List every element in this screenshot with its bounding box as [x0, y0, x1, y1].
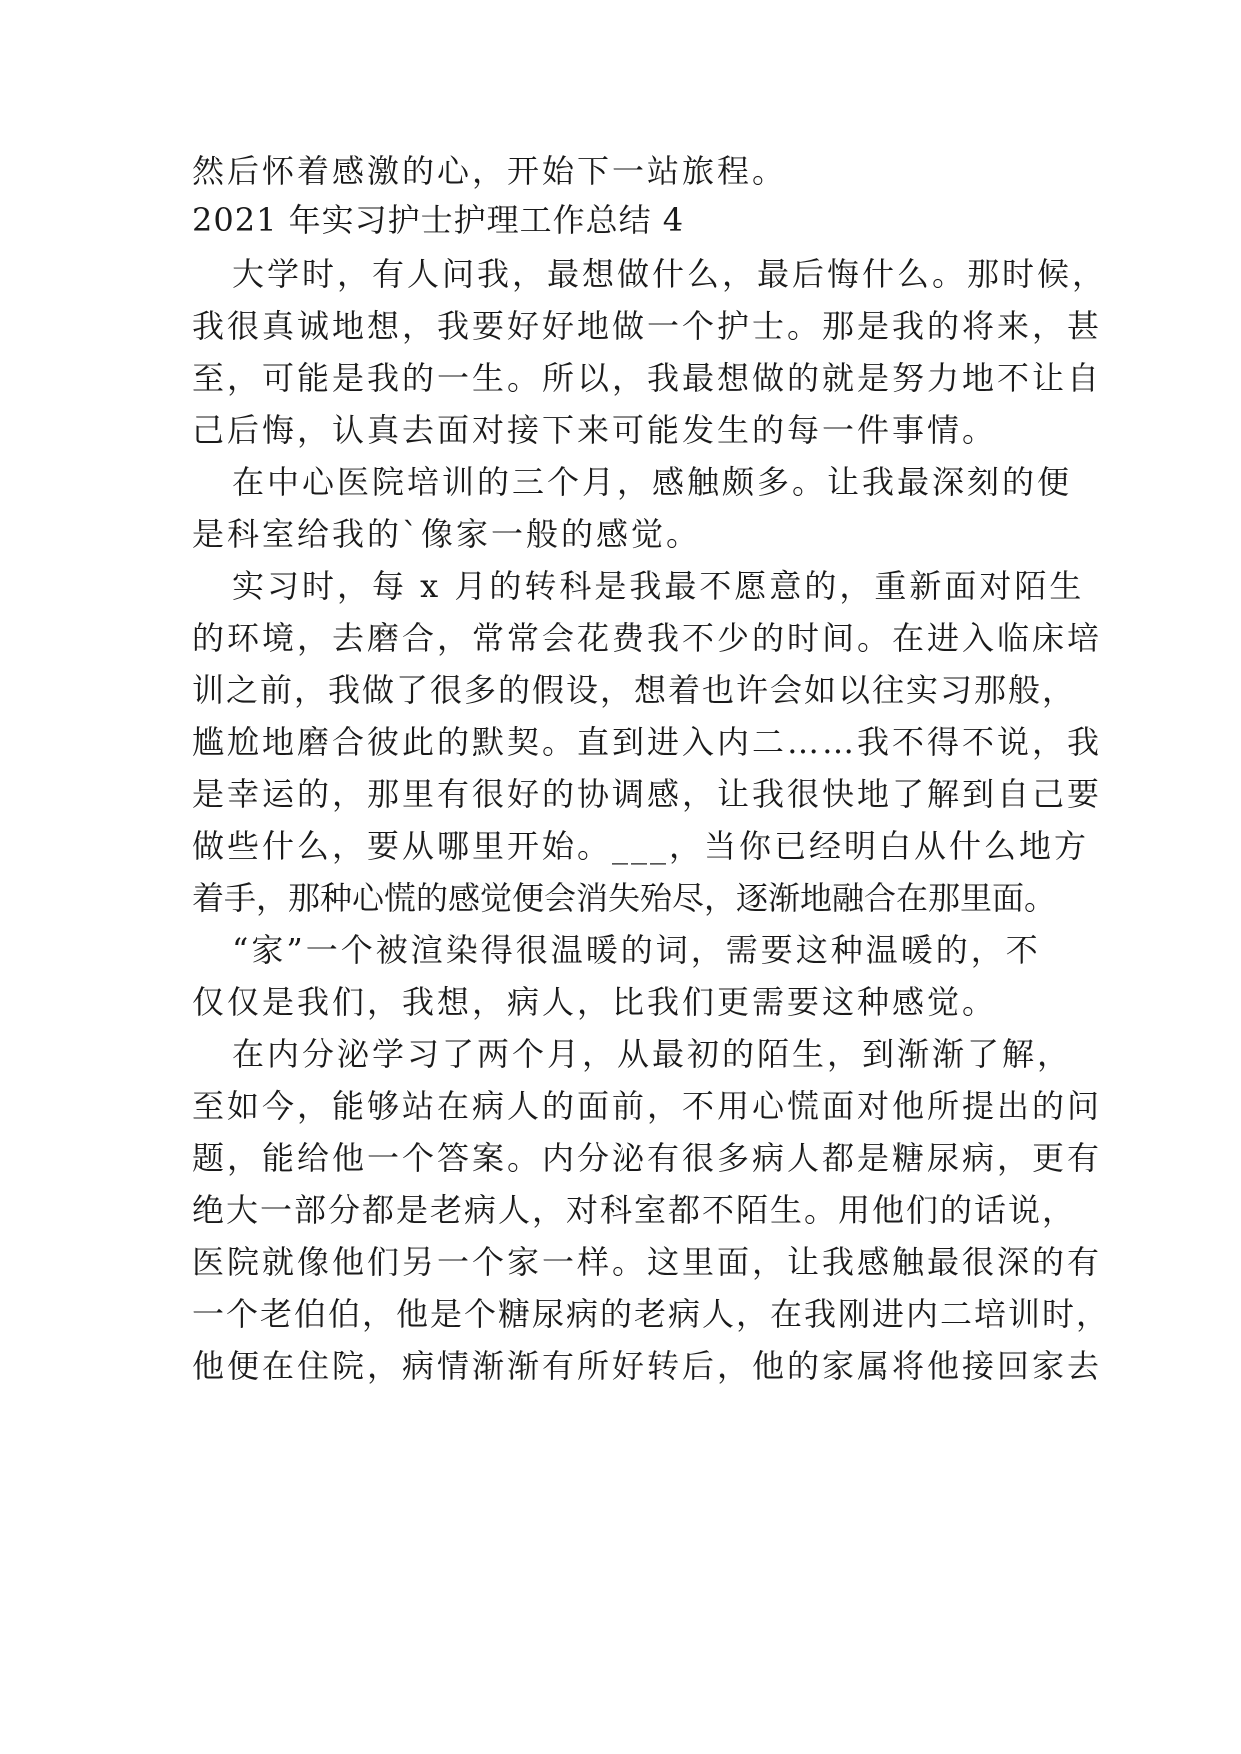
section-heading: 2021 年实习护士护理工作总结 4 [192, 201, 685, 239]
text-line: 在中心医院培训的三个月，感触颇多。让我最深刻的便 [232, 463, 1073, 501]
text-line: 至如今，能够站在病人的面前，不用心慌面对他所提出的问 [192, 1087, 1103, 1125]
text-line: 实习时，每 x 月的转科是我最不愿意的，重新面对陌生 [232, 567, 1085, 605]
text-line: 是科室给我的`像家一般的感觉。 [192, 515, 702, 553]
text-line: 他便在住院，病情渐渐有所好转后，他的家属将他接回家去 [192, 1347, 1103, 1385]
text-line: 我很真诚地想，我要好好地做一个护士。那是我的将来，甚 [192, 307, 1103, 345]
text-line: 绝大一部分都是老病人，对科室都不陌生。用他们的话说， [192, 1191, 1077, 1229]
text-line: 然后怀着感激的心，开始下一站旅程。 [192, 152, 788, 190]
text-line: 训之前，我做了很多的假设，想着也许会如以往实习那般， [192, 671, 1077, 709]
text-line: 大学时，有人问我，最想做什么，最后悔什么。那时候， [232, 255, 1108, 293]
text-line: 己后悔，认真去面对接下来可能发生的每一件事情。 [192, 411, 998, 449]
text-line: 一个老伯伯，他是个糖尿病的老病人，在我刚进内二培训时， [192, 1295, 1111, 1333]
text-line: 着手，那种心慌的感觉便会消失殆尽，逐渐地融合在那里面。 [192, 879, 1057, 917]
text-line: “家”一个被渲染得很温暖的词，需要这种温暖的，不 [232, 931, 1041, 969]
text-line: 的环境，去磨合，常常会花费我不少的时间。在进入临床培 [192, 619, 1103, 657]
text-line: 至，可能是我的一生。所以，我最想做的就是努力地不让自 [192, 359, 1103, 397]
text-line: 在内分泌学习了两个月，从最初的陌生，到渐渐了解， [232, 1035, 1073, 1073]
text-line: 是幸运的，那里有很好的协调感，让我很快地了解到自己要 [192, 775, 1103, 813]
text-line: 做些什么，要从哪里开始。___，当你已经明白从什么地方 [192, 827, 1090, 865]
text-line: 题，能给他一个答案。内分泌有很多病人都是糖尿病，更有 [192, 1139, 1103, 1177]
text-line: 医院就像他们另一个家一样。这里面，让我感触最很深的有 [192, 1243, 1103, 1281]
text-line: 尴尬地磨合彼此的默契。直到进入内二……我不得不说，我 [192, 723, 1103, 761]
text-line: 仅仅是我们，我想，病人，比我们更需要这种感觉。 [192, 983, 998, 1021]
